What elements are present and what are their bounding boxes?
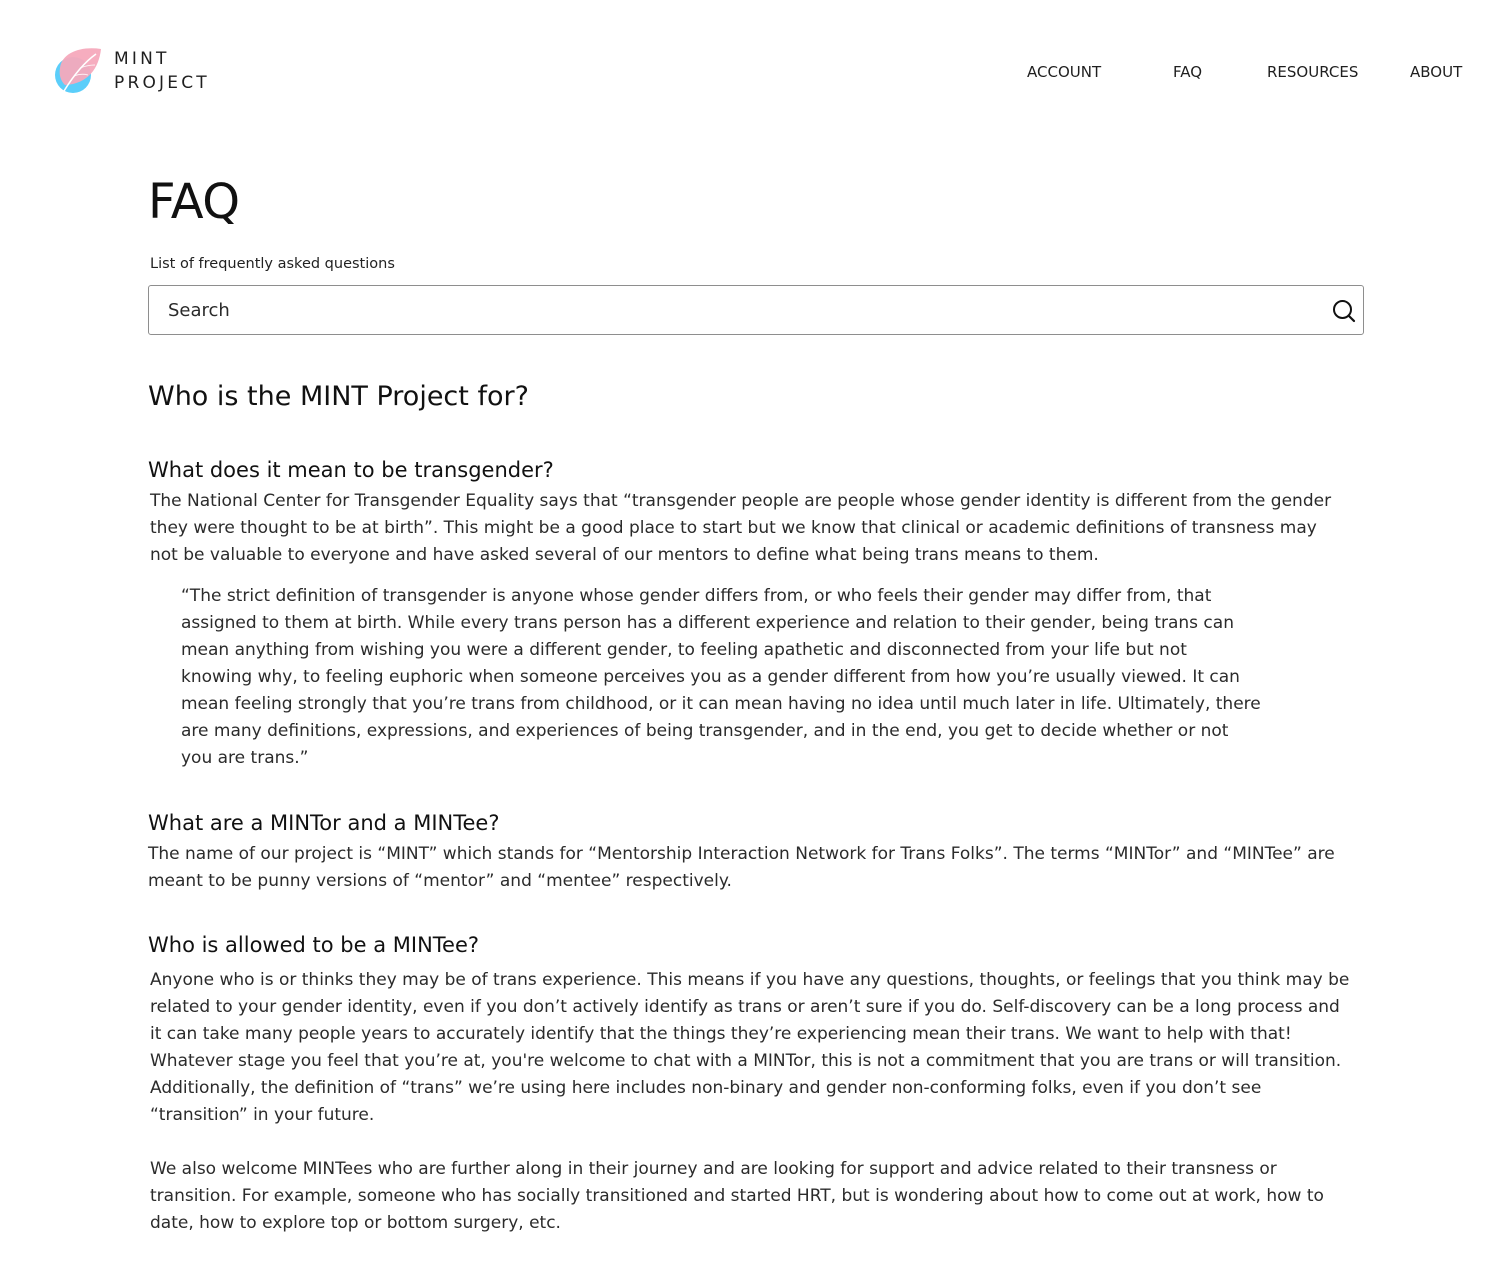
section-heading: Who is the MINT Project for? bbox=[148, 381, 529, 412]
mentor-quote: “The strict definition of transgender is anyone whose gender differs from, or who feels their gender may differ from, that assigned to them at birth. While every trans person has a different experience and relation to their gender, being trans can mean anything from wishing you were a different gender, to feeling apathetic and disconnected from your life but not knowing why, to feeling euphoric when someone perceives you as a gender different from how you’re usually viewed. It can mean feeling strongly that you’re trans from childhood, or it can mean having no idea until much later in life. Ultimately, there are many definitions, expressions, and experiences of being transgender, and in the end, you get to decide whether or not you are trans.” bbox=[181, 586, 1261, 768]
main-content bbox=[148, 170, 1364, 1237]
faq-answer: The National Center for Transgender Equality says that “transgender people are people whose gender identity is different from the gender they were thought to be at birth”. This might be a good place to start but we know that clinical or academic definitions of transness may not be valuable to everyone and have asked several of our mentors to define what being trans means to them. bbox=[150, 491, 1332, 565]
brand-name-line1: MINT bbox=[114, 49, 170, 69]
search-input[interactable] bbox=[149, 286, 1309, 334]
faq-item bbox=[148, 930, 1364, 1237]
faq-answer: Anyone who is or thinks they may be of trans experience. This means if you have any questions, thoughts, or feelings that you think may be related to your gender identity, even if you don’t actively identify as trans or aren’t sure if you do. Self-discovery can be a long process and it can take many people years to accurately identify that the things they’re experiencing mean their trans. We want to help with that! Whatever stage you feel that you’re at, you're welcome to chat with a MINTor, this is not a commitment that you are trans or will transition. Additionally, the definition of “trans” we’re using here includes non-binary and gender non-conforming folks, even if you don’t see “transition” in your future. bbox=[150, 970, 1350, 1125]
faq-question: What does it mean to be transgender? bbox=[148, 458, 554, 482]
page-title: FAQ bbox=[148, 174, 240, 230]
nav-item-about[interactable]: ABOUT bbox=[1410, 63, 1463, 81]
search-icon[interactable] bbox=[1331, 298, 1357, 324]
search-box bbox=[148, 285, 1364, 335]
faq-answer: The name of our project is “MINT” which stands for “Mentorship Interaction Network for Trans Folks”. The terms “MINTor” and “MINTee” are meant to be punny versions of “mentor” and “mentee” respectively. bbox=[148, 844, 1335, 891]
nav-item-resources[interactable]: RESOURCES bbox=[1267, 63, 1359, 81]
faq-answer-continued: We also welcome MINTees who are further along in their journey and are looking for support and advice related to their transness or transition. For example, someone who has socially transitioned and started HRT, but is wondering about how to come out at work, how to date, how to explore top or bottom surgery, etc. bbox=[150, 1159, 1324, 1233]
faq-item bbox=[148, 455, 1364, 772]
faq-item bbox=[148, 808, 1364, 895]
main-nav bbox=[0, 61, 1512, 83]
nav-item-faq[interactable]: FAQ bbox=[1173, 63, 1203, 81]
page-subtitle: List of frequently asked questions bbox=[150, 256, 395, 272]
brand-name-line2: PROJECT bbox=[114, 73, 210, 93]
faq-question: What are a MINTor and a MINTee? bbox=[148, 811, 500, 835]
faq-question: Who is allowed to be a MINTee? bbox=[148, 933, 480, 957]
nav-item-account[interactable]: ACCOUNT bbox=[1027, 63, 1102, 81]
